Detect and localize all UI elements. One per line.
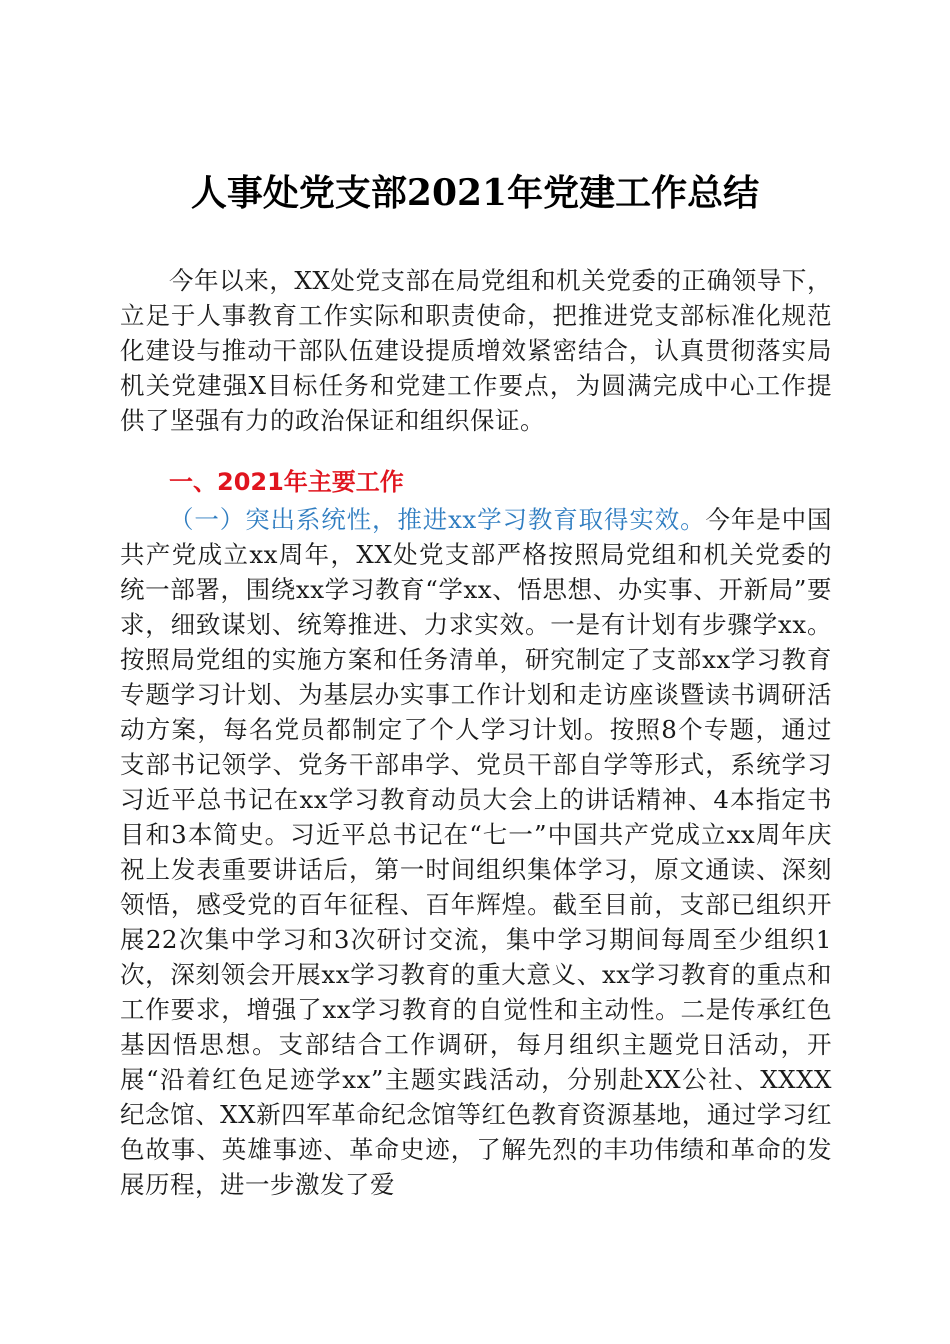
intro-paragraph: 今年以来，XX处党支部在局党组和机关党委的正确领导下，立足于人事教育工作实际和职责使命，把推进党支部标准化规范化建设与推动干部队伍建设提质增效紧密结合，认真贯彻落实局机关党建强X目标任务和党建工作要点，为圆满完成中心工作提供了坚强有力的政治保证和组织保证。 [120, 266, 832, 435]
subsection-heading: （一）突出系统性，推进xx学习教育取得实效。 [169, 505, 706, 534]
subsection-body: 今年是中国共产党成立xx周年，XX处党支部严格按照局党组和机关党委的统一部署，围绕xx学习教育“学xx、悟思想、办实事、开新局”要求，细致谋划、统筹推进、力求实效。一是有计划有步骤学xx。按照局党组的实施方案和任务清单，研究制定了支部xx学习教育专题学习计划、为基层办实事工作计划和走访座谈暨读书调研活动方案，每名党员都制定了个人学习计划。按照8个专题，通过支部书记领学、党务干部串学、党员干部自学等形式，系统学习习近平总书记在xx学习教育动员大会上的讲话精神、4本指定书目和3本简史。习近平总书记在“七一”中国共产党成立xx周年庆祝上发表重要讲话后，第一时间组织集体学习，原文通读、深刻领悟，感受党的百年征程、百年辉煌。截至目前，支部已组织开展22次集中学习和3次研讨交流，集中学习期间每周至少组织1次，深刻领会开展xx学习教育的重大意义、xx学习教育的重点和工作要求，增强了xx学习教育的自觉性和主动性。二是传承红色基因悟思想。支部结合工作调研，每月组织主题党日活动，开展“沿着红色足迹学xx”主题实践活动，分别赴XX公社、XXXX纪念馆、XX新四军革命纪念馆等红色教育资源基地，通过学习红色故事、英雄事迹、革命史迹，了解先烈的丰功伟绩和革命的发展历程，进一步激发了爱 [120, 505, 832, 1199]
section-heading-main-work: 一、2021年主要工作 [169, 468, 404, 496]
document-title: 人事处党支部2021年党建工作总结 [190, 172, 760, 214]
subsection-paragraph [120, 502, 832, 1202]
